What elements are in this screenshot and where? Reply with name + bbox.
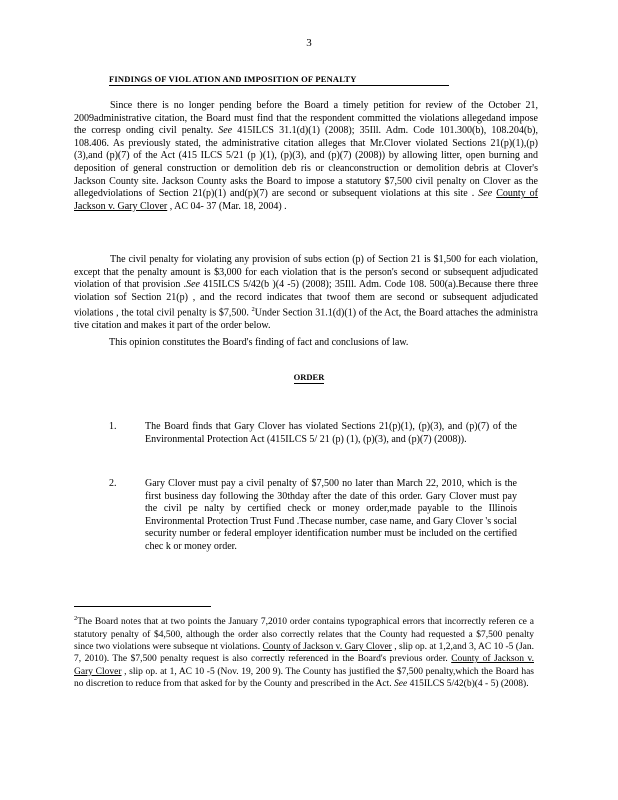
section-heading: FINDINGS OF VIOL ATION AND IMPOSITION OF PENALTY xyxy=(109,74,449,86)
para1-see-2: See xyxy=(478,188,493,200)
para2-text-1: The civil penalty for violating any provision of subs ection (p) of Section 21 is $1,500 for each violation, except that the penalty amount is $3,000 for each violation that is the person's second or subsequent adjudicated violation of that provision . xyxy=(74,254,538,291)
order-item-text: The Board finds that Gary Clover has violated Sections 21(p)(1), (p)(3), and (p)(7) of the Environmental Protection Act (415ILCS 5/ 21 (p) (1), (p)(3), and (p)(7) (2008)). xyxy=(145,421,517,445)
footnote-mark: 2 xyxy=(74,615,78,622)
footnote-divider xyxy=(74,606,211,607)
order-heading-wrap xyxy=(0,367,618,385)
paragraph-conclusion: This opinion constitutes the Board's finding of fact and conclusions of law. xyxy=(109,337,409,348)
para2-text-2: 415ILCS 5/42(b )(4 -5) (2008); 35Ill. Adm. Code 108. 500(a).Because there three violation sof Section 21(p) , and the record indicates that twoof them are second or subsequent adjudicated violations , the total civil penalty is $7,500. xyxy=(74,279,539,319)
paragraph-findings xyxy=(74,100,538,213)
para1-see-1: See xyxy=(218,125,233,137)
order-item-number: 1. xyxy=(109,421,117,432)
page-number: 3 xyxy=(306,37,312,49)
footnote-text-1: The Board notes that at two points the January 7,2010 order contains typographical errors that incorrectly referen ce a statutory penalty of $4,500, although the order also correctly relates that the County had requested a $7,500 penalty since two violations were subseque nt violations. xyxy=(74,617,534,652)
footnote-see: See xyxy=(394,679,408,690)
footnote-reference: 2 xyxy=(251,306,255,314)
order-heading: ORDER xyxy=(293,372,325,382)
para1-text-3: , AC 04- 37 (Mar. 18, 2004) . xyxy=(167,200,287,212)
order-item-number: 2. xyxy=(109,478,117,489)
footnote-text-4: 415ILCS 5/42(b)(4 - 5) (2008). xyxy=(407,679,529,690)
paragraph-penalty xyxy=(74,254,538,333)
footnote xyxy=(74,613,534,691)
footnote-case-2: County of Jackson v. Gary Clover xyxy=(74,654,535,677)
order-item-text: Gary Clover must pay a civil penalty of $7,500 no later than March 22, 2010, which is the first business day following the 30thday after the date of this order. Gary Clover must pay the civil pe nalty by certified check or money order,made payable to the Illinois Environmental Protection Trust Fund .Thecase number, case name, and Gary Clover 's social security number or federal employer identification number must be included on the certified chec k or money order. xyxy=(145,478,517,552)
para1-text-2: 415ILCS 31.1(d)(1) (2008); 35Ill. Adm. Code 101.300(b), 108.204(b), 108.406. As previously stated, the administrative citation alleges that Mr.Clover violated Sections 21(p)(1),(p)(3),and (p)(7) of the Act (415 ILCS 5/21 (p )(1), (p)(3), and (p)(7) (2008)) by allowing litter, open burning and deposition of general construction or demolition deb ris or cleanconstruction or demolition debris at Clover's Jackson County site. Jackson County asks the Board to impose a statutory $7,500 civil penalty on Clover as the allegedviolations of Section 21(p)(1) and(p)(7) are second or subsequent violations at this site . xyxy=(74,125,539,200)
footnote-text-2: , slip op. at 1,2,and 3, AC 10 -5 (Jan. 7, 2010). The $7,500 penalty request is also correctly referenced in the Board's previous order. xyxy=(74,641,534,665)
para1-text-1: Since there is no longer pending before the Board a timely petition for review of the October 21, 2009administrative citation, the Board must find that the respondent committed the violations allegedand impose the corresp onding civil penalty. xyxy=(74,100,538,137)
para2-text-3: Under Section 31.1(d)(1) of the Act, the Board attaches the administra tive citation and makes it part of the order below. xyxy=(74,307,538,332)
footnote-case-1: County of Jackson v. Gary Clover xyxy=(262,641,392,652)
footnote-text-3: , slip op. at 1, AC 10 -5 (Nov. 19, 200 9). The County has justified the $7,500 penalty,which the Board has no discretion to reduce from that asked for by the County and prescribed in the Act. xyxy=(74,666,534,690)
para2-see: See xyxy=(186,279,200,291)
para1-case-citation: County of Jackson v. Gary Clover xyxy=(74,188,539,212)
